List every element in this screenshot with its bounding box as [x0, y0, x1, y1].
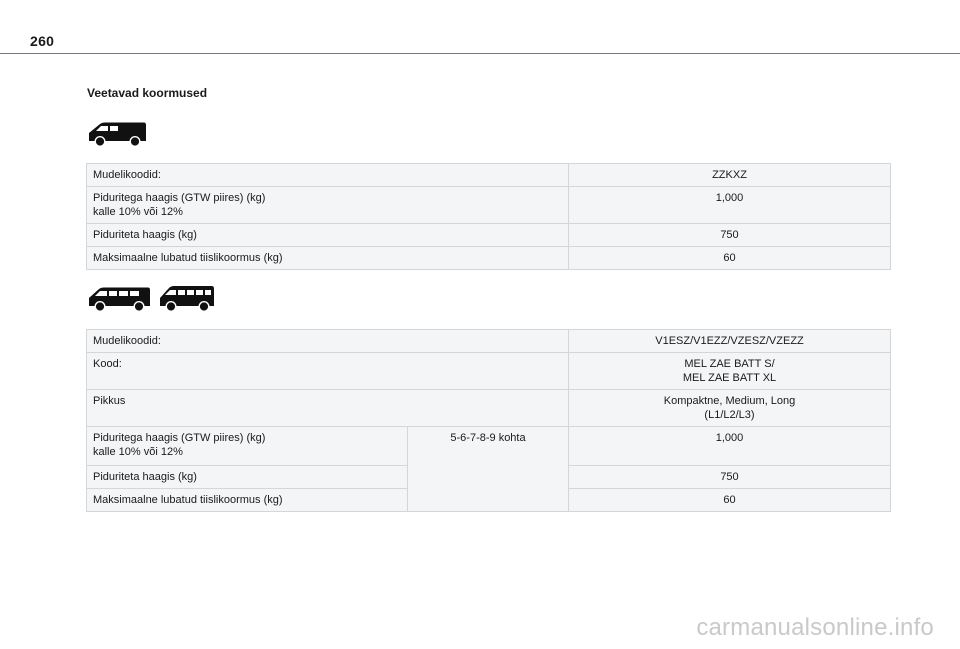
table-cell-label: Maksimaalne lubatud tiislikoormus (kg) [87, 247, 569, 270]
table-row [87, 247, 891, 270]
length-value-line: Kompaktne, Medium, Long [663, 395, 796, 407]
table-cell-label: Maksimaalne lubatud tiislikoormus (kg) [87, 489, 408, 512]
table-cell-label: Mudelikoodid: [87, 164, 569, 187]
van-icon [86, 120, 148, 148]
table-cell-value: ZZKXZ [569, 164, 891, 187]
table-cell-label: Pikkus [87, 390, 569, 427]
length-value-line: (L1/L2/L3) [704, 409, 755, 421]
table-cell-label [87, 427, 408, 466]
van-icon [86, 285, 152, 313]
table-cell-value [569, 390, 891, 427]
table-cell-label: Mudelikoodid: [87, 330, 569, 353]
braked-trailer-label: Piduritega haagis (GTW piires) (kg) [93, 192, 266, 204]
page-number: 260 [30, 33, 55, 49]
table-cell-value: 750 [569, 466, 891, 489]
gradient-label: kalle 10% või 12% [93, 446, 183, 458]
table-row [87, 390, 891, 427]
table-cell-value: 1,000 [569, 427, 891, 466]
minibus-icon [158, 283, 216, 313]
towing-table-2 [86, 329, 891, 512]
table-cell-value: 60 [569, 489, 891, 512]
table-row [87, 187, 891, 224]
table-cell-value: 750 [569, 224, 891, 247]
table-row [87, 330, 891, 353]
table-cell-label: Piduriteta haagis (kg) [87, 466, 408, 489]
table-cell-label: Kood: [87, 353, 569, 390]
towing-table-1 [86, 163, 891, 270]
code-value-line: MEL ZAE BATT S/ [684, 358, 775, 370]
table-row [87, 353, 891, 390]
gradient-label: kalle 10% või 12% [93, 206, 183, 218]
table-cell-value: 60 [569, 247, 891, 270]
table-cell-value: V1ESZ/V1EZZ/VZESZ/VZEZZ [569, 330, 891, 353]
table-cell-label: Piduriteta haagis (kg) [87, 224, 569, 247]
code-value-line: MEL ZAE BATT XL [682, 372, 777, 384]
table-cell-value: 1,000 [569, 187, 891, 224]
table-cell-value [569, 353, 891, 390]
table-row [87, 224, 891, 247]
seats-cell: 5-6-7-8-9 kohta [408, 427, 569, 512]
header-divider [0, 53, 960, 54]
braked-trailer-label: Piduritega haagis (GTW piires) (kg) [93, 432, 266, 444]
watermark: carmanualsonline.info [696, 614, 934, 641]
table-row [87, 427, 891, 466]
table-cell-label [87, 187, 569, 224]
section-title: Veetavad koormused [87, 86, 208, 100]
table-row [87, 164, 891, 187]
